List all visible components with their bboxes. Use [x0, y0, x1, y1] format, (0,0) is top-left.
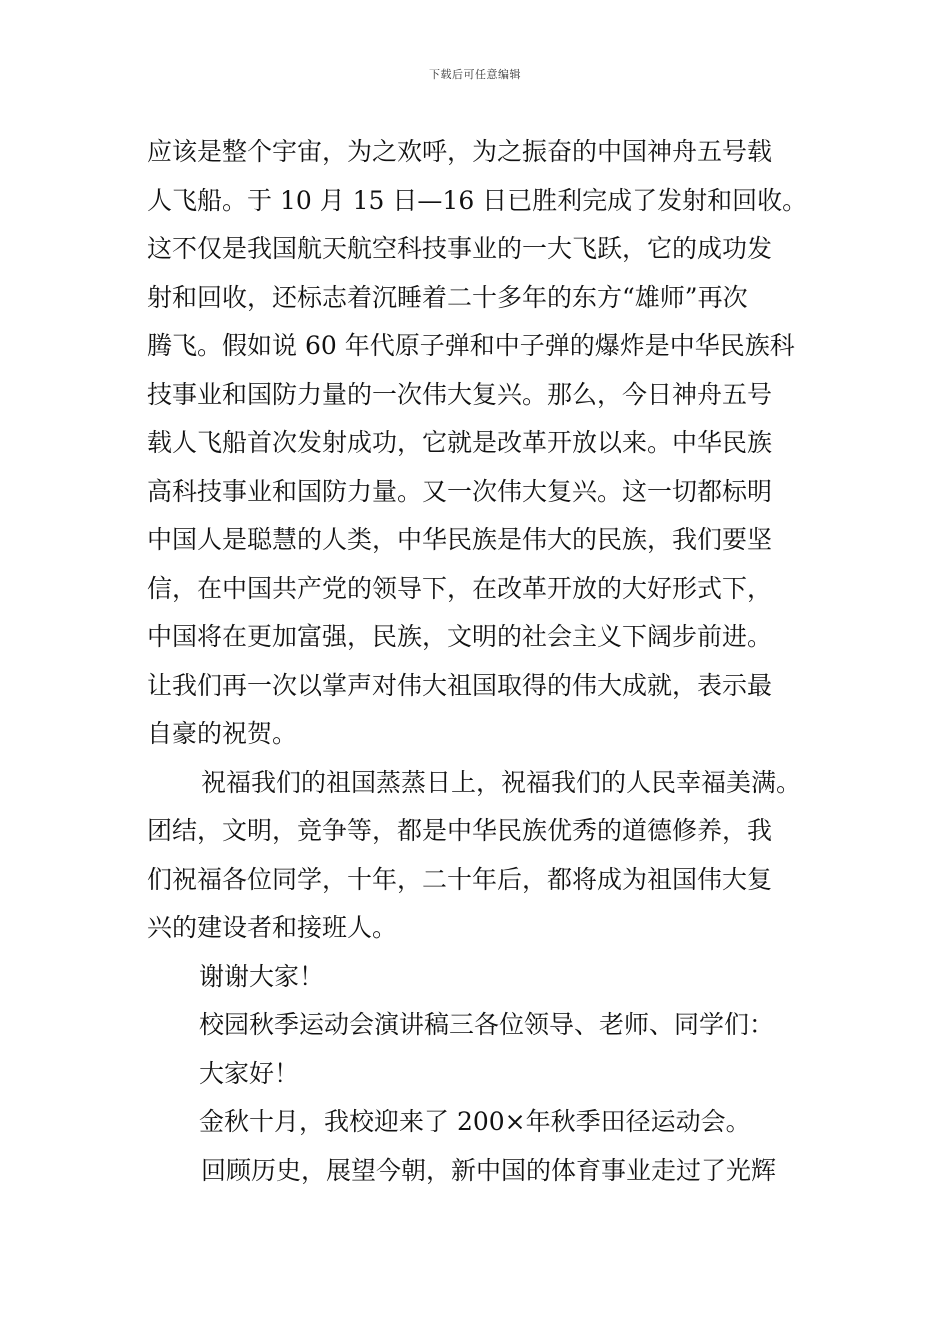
text-line: 信，在中国共产党的领导下，在改革开放的大好形式下，: [147, 573, 773, 603]
text-line: 中国将在更加富强，民族，文明的社会主义下阔步前进。: [147, 622, 773, 651]
text-line: 人飞船。于 10 月 15 日—16 日已胜利完成了发射和回收。: [147, 185, 808, 215]
text-line: 这不仅是我国航天航空科技事业的一大飞跃，它的成功发: [147, 234, 773, 263]
text-line: 中国人是聪慧的人类，中华民族是伟大的民族，我们要坚: [147, 525, 773, 554]
document-body: [147, 128, 847, 1195]
greeting-line: 大家好！: [199, 1058, 300, 1088]
text-line: 自豪的祝贺。: [147, 719, 298, 748]
text-line: 载人飞船首次发射成功，它就是改革开放以来。中华民族: [147, 428, 773, 457]
text-line: 腾飞。假如说 60 年代原子弹和中子弹的爆炸是中华民族科: [147, 331, 795, 360]
paragraph-start-line: 祝福我们的祖国蒸蒸日上，祝福我们的人民幸福美满。: [201, 767, 802, 797]
text-line: 让我们再一次以掌声对伟大祖国取得的伟大成就，表示最: [147, 670, 773, 700]
speech-title-line: 校园秋季运动会演讲稿三各位领导、老师、同学们：: [199, 1010, 775, 1039]
text-line: 技事业和国防力量的一次伟大复兴。那么，今日神舟五号: [147, 379, 773, 409]
text-line: 高科技事业和国防力量。又一次伟大复兴。这一切都标明: [147, 476, 773, 506]
text-line: 射和回收，还标志着沉睡着二十多年的东方“雄师”再次: [147, 282, 748, 312]
text-line: 们祝福各位同学，十年，二十年后，都将成为祖国伟大复: [147, 864, 773, 894]
text-line: 兴的建设者和接班人。: [147, 913, 398, 942]
thanks-line: 谢谢大家！: [199, 961, 325, 991]
text-line: 应该是整个宇宙，为之欢呼，为之振奋的中国神舟五号载: [147, 137, 773, 166]
text-line: 团结，文明，竞争等，都是中华民族优秀的道德修养，我: [147, 816, 773, 845]
page-header: 下载后可任意编辑: [429, 68, 521, 81]
text-line: 金秋十月，我校迎来了 200×年秋季田径运动会。: [199, 1107, 751, 1136]
paragraph-start-line: 回顾历史，展望今朝，新中国的体育事业走过了光辉: [201, 1155, 777, 1185]
